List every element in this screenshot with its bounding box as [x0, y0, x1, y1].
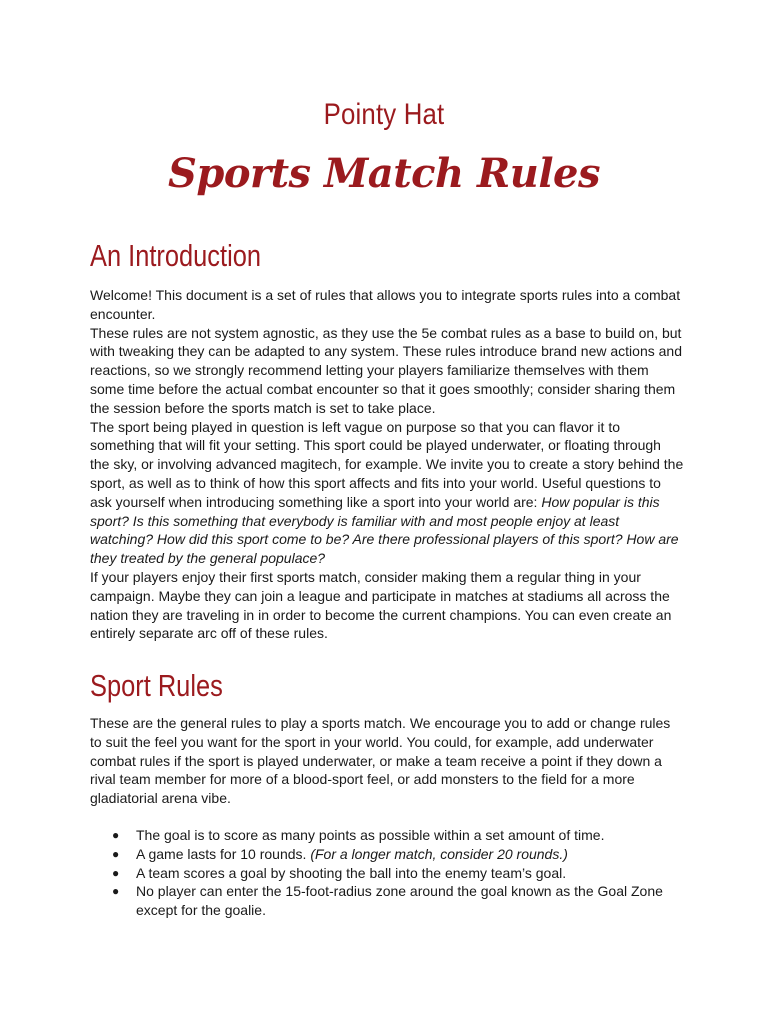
- intro-paragraph-2: These rules are not system agnostic, as they use the 5e combat rules as a base to build on, but with tweaking they can be adapted to any system. These rules introduce brand new actions and reactions, so we strongly recommend letting your players familiarize themselves with them some time before the actual combat encounter so that it goes smoothly; consider sharing them the session before the sports match is set to take place.: [90, 324, 682, 416]
- section-heading-sport-rules: Sport Rules: [90, 668, 223, 703]
- bullet-icon: ●: [112, 846, 120, 861]
- sport-rules-paragraph: These are the general rules to play a sports match. We encourage you to add or change rules to suit the feel you want for the sport in your world. You could, for example, add underwater combat rules if the sport is played underwater, or make a team receive a point if they down a rival team member for more of a blood-sport feel, or add monsters to the field for a more gladiatorial arena vibe.: [90, 715, 671, 807]
- list-item-text: No player can enter the 15-foot-radius zone around the goal known as the Goal Zone except for the goalie.: [136, 883, 663, 919]
- bullet-icon: ●: [112, 884, 120, 899]
- list-item-note: (For a longer match, consider 20 rounds.): [310, 845, 568, 862]
- list-item: [90, 864, 684, 883]
- list-item: [90, 845, 684, 864]
- intro-paragraph-4: If your players enjoy their first sports match, consider making them a regular thing in your campaign. Maybe they can join a league and participate in matches at stadiums all across the nation they are traveling in in order to become the current champions. You can even create an entirely separate arc off of these rules.: [90, 568, 672, 642]
- document-title: Sports Match Rules: [167, 150, 601, 197]
- introduction-body: [90, 286, 684, 643]
- list-item-text: A game lasts for 10 rounds.: [136, 845, 311, 862]
- sport-rules-body: [90, 714, 684, 808]
- list-item: [90, 826, 684, 845]
- intro-paragraph-3-text: The sport being played in question is left vague on purpose so that you can flavor it to something that will fit your setting. This sport could be played underwater, or floating through the sky, or involving advanced magitech, for example. We invite you to create a story behind the sport, as well as to think of how this sport affects and fits into your world. Useful questions to ask yourself when introducing something like a sport into your world are:: [90, 418, 684, 510]
- rules-list: [90, 826, 684, 920]
- bullet-icon: ●: [112, 865, 120, 880]
- intro-paragraph-3-questions: How popular is this sport? Is this something that everybody is familiar with and most people enjoy at least watching? How did this sport come to be? Are there professional players of this sport? How are they treated by the general populace?: [90, 493, 679, 567]
- list-item-text: A team scores a goal by shooting the ball into the enemy team’s goal.: [136, 864, 567, 881]
- brand-name: Pointy Hat: [323, 98, 445, 131]
- intro-paragraph-3: [90, 418, 684, 568]
- intro-paragraph-1: Welcome! This document is a set of rules that allows you to integrate sports rules into a combat encounter.: [90, 287, 681, 322]
- list-item: [90, 882, 684, 920]
- section-heading-introduction: An Introduction: [90, 238, 261, 273]
- list-item-text: The goal is to score as many points as possible within a set amount of time.: [136, 827, 605, 843]
- bullet-icon: ●: [112, 828, 120, 842]
